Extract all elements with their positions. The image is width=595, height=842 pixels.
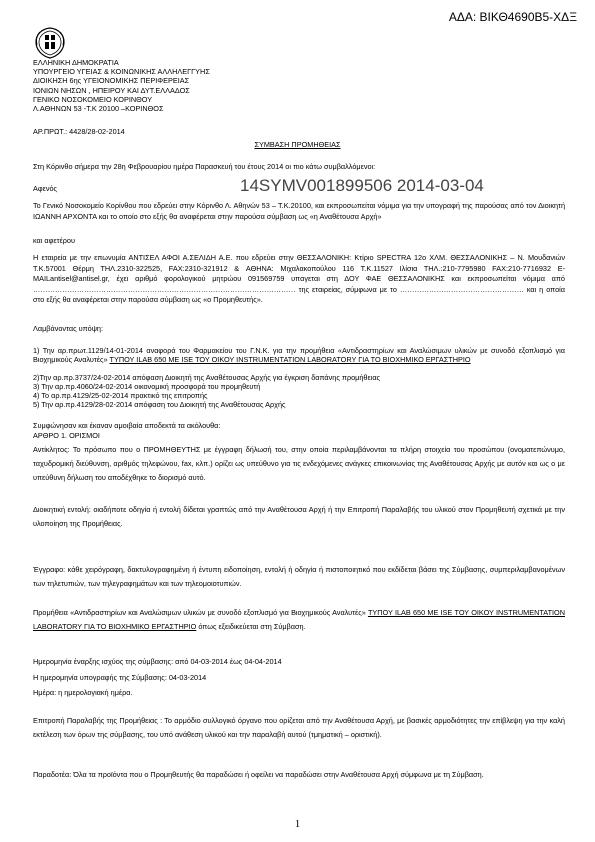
registry-stamp-code: 14SYMV001899506 2014-03-04 [240, 176, 484, 195]
company-paragraph: Η εταιρεία με την επωνυμία ΑΝΤΙΣΕΛ ΑΦΟΙ Α.ΣΕΛΙΔΗ Α.Ε. που εδρεύει στην ΘΕΣΣΑΛΟΝΙΚΗ: Κτίριο SPECTRA 12ο ΧΛΜ. ΘΕΣΣΑΛΟΝΙΚΗΣ – Ν. Μουδανιών Τ.Κ.57001 Θέρμη ΤΗΛ.2310-322525, FAX:2310-321912 & ΑΘΗΝΑ: Μιχαλακοπούλου 116 Τ.Κ.11527 Ιλίσια ΤΗΛ.:210-7795980 FAX:210-7716932 E-MAILantisel@antisel.gr, έχει αριθμό φορολογικού μητρώου 091569759 υπαγεται στη ΔΟΥ ΦΑΕ ΘΕΣΣΑΛΟΝΙΚΗΣ και εκπροσωπείται νόμιμα από ……………………………………………………………………………………………… της εταιρείας, σύμφωνα με το …………………………………………… και η οποία στο εξής θα αναφέρεται στην παρούσα σύμβαση ως «ο Προμηθευτής». [33, 253, 565, 304]
supply-tail-text: όπως εξειδικεύεται στη Σύμβαση. [196, 622, 306, 631]
considering-heading: Λαμβάνοντας υπόψη: [33, 324, 103, 333]
start-date: Ημερομηνία έναρξης ισχύος της σύμβασης: από 04-03-2014 έως 04-04-2014 [33, 657, 282, 666]
day-definition: Ημέρα: η ημερολογιακή ημέρα. [33, 688, 133, 697]
agreed-text: Συμφώνησαν και έκαναν αμοιβαία αποδεκτά τα ακόλουθα: [33, 421, 221, 430]
definition-supply [33, 606, 565, 634]
greek-emblem-logo [33, 27, 67, 61]
sign-date: Η ημερομηνία υπογραφής της Σύμβασης: 04-03-2014 [33, 673, 207, 682]
header-line: ΔΙΟΙΚΗΣΗ 6ης ΥΓΕΙΟΝΟΜΙΚΗΣ ΠΕΡΙΦΕΡΕΙΑΣ [33, 76, 190, 85]
ada-code: ΑΔΑ: ΒΙΚΘ4690Β5-ΧΔΞ [448, 10, 577, 24]
list-item: 4) Το αρ.πρ.4129/25-02-2014 πρακτικό της επιτροπής [33, 391, 208, 400]
committee-definition: Επιτροπή Παραλαβής της Προμήθειας : Το αρμόδιο συλλογικό όργανο που ορίζεται από την Αναθέτουσα Αρχή, με βασικές αρμοδιότητες την επίβλεψη για την καλή εκτέλεση των όρων της σύμβασης, του υπό ανάθεση υλικού και την παραλαβή αυτού (τμηματική – οριστική). [33, 716, 565, 739]
protocol-number: ΑΡ.ΠΡΩΤ.: 4428/28-02-2014 [33, 127, 125, 136]
deliverables-definition: Παραδοτέα: Όλα τα προϊόντα που ο Προμηθευτής θα παραδώσει ή οφείλει να παραδώσει στην Αναθέτουσα Αρχή σύμφωνα με τη Σύμβαση. [33, 770, 484, 779]
list-item [33, 346, 565, 364]
item-underlined-text: ΤΥΠΟΥ ILAB 650 ΜΕ ISE ΤΟΥ ΟΙΚΟΥ INSTRUMENTATION LABORATORY ΓΙΑ ΤΟ ΒΙΟΧΗΜΙΚΟ ΕΡΓΑΣΤΗΡΙΟ [109, 355, 471, 364]
second-party-label: και αφετέρου [33, 236, 75, 245]
list-item: 2)Την αρ.πρ.3737/24-02-2014 απόφαση Διοικητή της Αναθέτουσας Αρχής για έγκριση δαπάνης προμήθειας [33, 373, 381, 382]
supply-underlined-text: ΤΥΠΟΥ ILAB 650 ΜΕ ISE ΤΟΥ ΟΙΚΟΥ INSTRUMENTATION LABORATORY ΓΙΑ ΤΟ ΒΙΟΧΗΜΙΚΟ ΕΡΓΑΣΤΗΡΙΟ [33, 608, 566, 631]
page-number: 1 [294, 818, 301, 830]
list-item: 3) Την αρ.πρ.4060/24-02-2014 οικονομική προσφορά του προμηθευτή [33, 382, 261, 391]
supply-text: Προμήθεια «Αντιδραστηρίων και Αναλώσιμων υλικών με συνοδό εξοπλισμό για Βιοχημικούς Αναλυτές» [33, 608, 366, 617]
article-heading: ΑΡΘΡΟ 1. ΟΡΙΣΜΟΙ [33, 431, 100, 440]
definition-admin-order: Διοικητική εντολή: οιαδήποτε οδηγία ή εντολή δίδεται γραπτώς από την Αναθέτουσα Αρχή ή την Επιτροπή Παραλαβής του υλικού στον Προμηθευτή σχετικά με την υλοποίηση της Προμήθειας. [33, 505, 565, 528]
item-text: 1) Την αρ.πρωτ.1129/14-01-2014 αναφορά του Φαρμακείου του Γ.Ν.Κ. για την προμήθεια «Αντιδραστηρίων και Αναλώσιμων υλικών με συνοδό εξοπλισμό για Βιοχημικούς Αναλυτές» [33, 346, 565, 364]
header-line: ΙΟΝΙΩΝ ΝΗΣΩΝ , ΗΠΕΙΡΟΥ ΚΑΙ ΔΥΤ.ΕΛΛΑΔΟΣ [33, 86, 190, 95]
header-line: ΕΛΛΗΝΙΚΗ ΔΗΜΟΚΡΑΤΙΑ [33, 58, 119, 67]
header-line: Λ.ΑΘΗΝΩΝ 53 -Τ.Κ 20100 –ΚΟΡΙΝΘΟΣ [33, 104, 164, 113]
hospital-paragraph: Το Γενικό Νοσοκομείο Κορίνθου που εδρεύει στην Κόρινθο Λ. Αθηνών 53 – Τ.Κ.20100, και εκπροσωπείται νόμιμα για την υπογραφή της παρούσας από τον Διοικητή ΙΩΑΝΝΗ ΑΡΧΟΝΤΑ και το οποίο στο εξής θα αναφέρεται στην παρούσα σύμβαση ως «η Αναθέτουσα Αρχή» [33, 201, 565, 221]
first-party-label: Αφενός [33, 184, 58, 193]
contract-title: ΣΥΜΒΑΣΗ ΠΡΟΜΗΘΕΙΑΣ [254, 140, 341, 149]
list-item: 5) Την αρ.πρ.4129/28-02-2014 απόφαση του Διοικητή της Αναθέτουσας Αρχής [33, 400, 286, 409]
header-line: ΥΠΟΥΡΓΕΙΟ ΥΓΕΙΑΣ & ΚΟΙΝΩΝΙΚΗΣ ΑΛΛΗΛΕΓΓΥΗΣ [33, 67, 210, 76]
definition-counterparty: Αντίκλητος: Το πρόσωπο που ο ΠΡΟΜΗΘΕΥΤΗΣ με έγγραφη δήλωσή του, στην οποία περιλαμβάνονται τα πλήρη στοιχεία του προσώπου (ονοματεπώνυμο, ταχυδρομική διεύθυνση, αριθμός τηλεφώνου, fax, κλπ.) ορίζει ως υπεύθυνο για τις ενδεχόμενες ανάγκες επικοινωνίας της Αναθέτουσας Αρχής με αυτόν και ως ο με υπεύθυνη δήλωση του αποδέχθηκε το διορισμό αυτό. [33, 445, 565, 482]
definition-document: Έγγραφο: κάθε χειρόγραφη, δακτυλογραφημένη ή έντυπη ειδοποίηση, εντολή ή οδηγία ή πιστοποιητικό που εκδίδεται βάσει της Σύμβασης, συμπεριλαμβανομένων των τηλετυπιών, των τηλεγραφημάτων και των τηλεομοιοτυπιών. [33, 565, 565, 588]
intro-text: Στη Κόρινθο σήμερα την 28η Φεβρουαρίου ημέρα Παρασκευή του έτους 2014 οι πιο κάτω συμβαλλόμενοι: [33, 162, 376, 171]
header-line: ΓΕΝΙΚΟ ΝΟΣΟΚΟΜΕΙΟ ΚΟΡΙΝΘΟΥ [33, 95, 153, 104]
